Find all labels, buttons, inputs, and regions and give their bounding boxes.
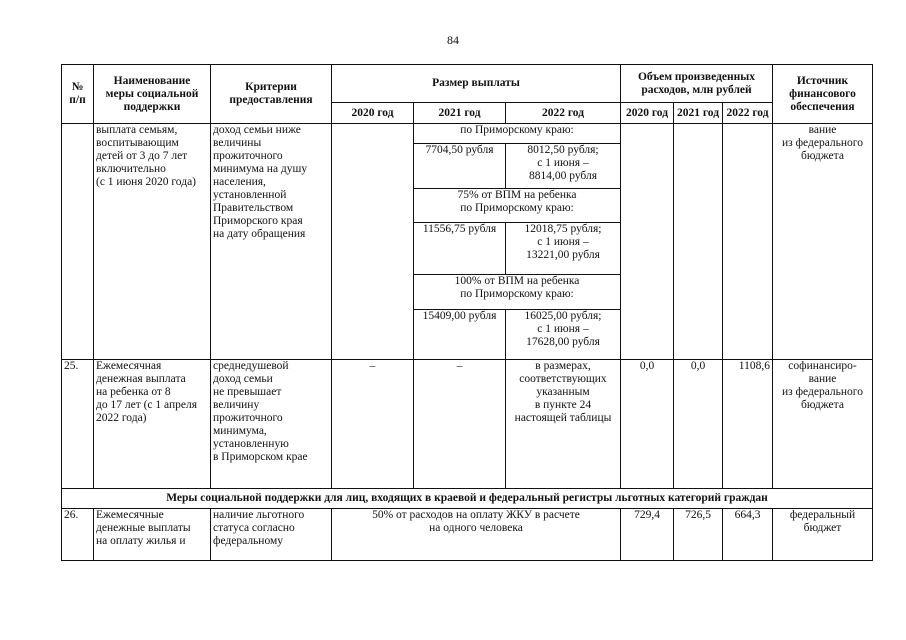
header-expense-2022: 2022 год — [723, 103, 773, 124]
header-expense-volume: Объем произведенных расходов, млн рублей — [621, 65, 773, 103]
header-number: № п/п — [62, 65, 94, 124]
header-expense-2021: 2021 год — [674, 103, 723, 124]
row25-number: 25. — [62, 360, 94, 489]
page-number: 84 — [447, 33, 459, 47]
payment-block-label: 75% от ВПМ на ребенка по Приморскому краю: — [414, 189, 621, 223]
row25-expense-2022: 1108,6 — [723, 360, 773, 489]
row25-measure-name: Ежемесячная денежная выплата на ребенка от 8 до 17 лет (с 1 апреля 2022 года) — [94, 360, 211, 489]
row26-number: 26. — [62, 509, 94, 561]
cont-row-funding-source: вание из федерального бюджета — [773, 124, 873, 360]
payment-block-label: по Приморскому краю: — [414, 124, 621, 144]
header-criteria: Критерии предоставления — [211, 65, 332, 124]
header-payment-2021: 2021 год — [414, 103, 506, 124]
row26-expense-2021: 726,5 — [674, 509, 723, 561]
row26-criteria: наличие льготного статуса согласно федеральному — [211, 509, 332, 561]
cont-row-criteria: доход семьи ниже величины прожиточного минимума на душу населения, установленной Правительством Приморского края на дату обращения — [211, 124, 332, 360]
cont-row-number — [62, 124, 94, 360]
cont-row-expense-2020 — [621, 124, 674, 360]
payment-block-value-2021: 11556,75 рубля — [414, 223, 506, 275]
payment-block-value-2021: 7704,50 рубля — [414, 144, 506, 189]
row26-expense-2022: 664,3 — [723, 509, 773, 561]
cont-row-payment-2020 — [332, 124, 414, 360]
header-payment-2020: 2020 год — [332, 103, 414, 124]
row25-expense-2021: 0,0 — [674, 360, 723, 489]
row25-funding-source: софинансиро- вание из федерального бюджета — [773, 360, 873, 489]
row25-expense-2020: 0,0 — [621, 360, 674, 489]
row25-criteria: среднедушевой доход семьи не превышает величину прожиточного минимума, установленную в Приморском крае — [211, 360, 332, 489]
header-payment-2022: 2022 год — [506, 103, 621, 124]
benefits-table — [61, 64, 873, 561]
cont-row-expense-2021 — [674, 124, 723, 360]
payment-block-value-2022: 8012,50 рубля; с 1 июня – 8814,00 рубля — [506, 144, 621, 189]
payment-block-value-2022: 12018,75 рубля; с 1 июня – 13221,00 рубля — [506, 223, 621, 275]
cont-row-measure-name: выплата семьям, воспитывающим детей от 3 до 7 лет включительно (с 1 июня 2020 года) — [94, 124, 211, 360]
header-funding-source: Источник финансового обеспечения — [773, 65, 873, 124]
row25-payment-2020: – — [332, 360, 414, 489]
row25-payment-2021: – — [414, 360, 506, 489]
payment-block-label: 100% от ВПМ на ребенка по Приморскому краю: — [414, 275, 621, 310]
row26-funding-source: федеральный бюджет — [773, 509, 873, 561]
section-title: Меры социальной поддержки для лиц, входящих в краевой и федеральный регистры льготных категорий граждан — [62, 489, 873, 509]
payment-block-value-2022: 16025,00 рубля; с 1 июня – 17628,00 рубля — [506, 310, 621, 360]
row25-payment-2022: в размерах, соответствующих указанным в пункте 24 настоящей таблицы — [506, 360, 621, 489]
row26-expense-2020: 729,4 — [621, 509, 674, 561]
row26-measure-name: Ежемесячные денежные выплаты на оплату жилья и — [94, 509, 211, 561]
header-expense-2020: 2020 год — [621, 103, 674, 124]
payment-block-value-2021: 15409,00 рубля — [414, 310, 506, 360]
header-measure-name: Наименование меры социальной поддержки — [94, 65, 211, 124]
header-payment-size: Размер выплаты — [332, 65, 621, 103]
row26-payment: 50% от расходов на оплату ЖКУ в расчете на одного человека — [332, 509, 621, 561]
cont-row-expense-2022 — [723, 124, 773, 360]
